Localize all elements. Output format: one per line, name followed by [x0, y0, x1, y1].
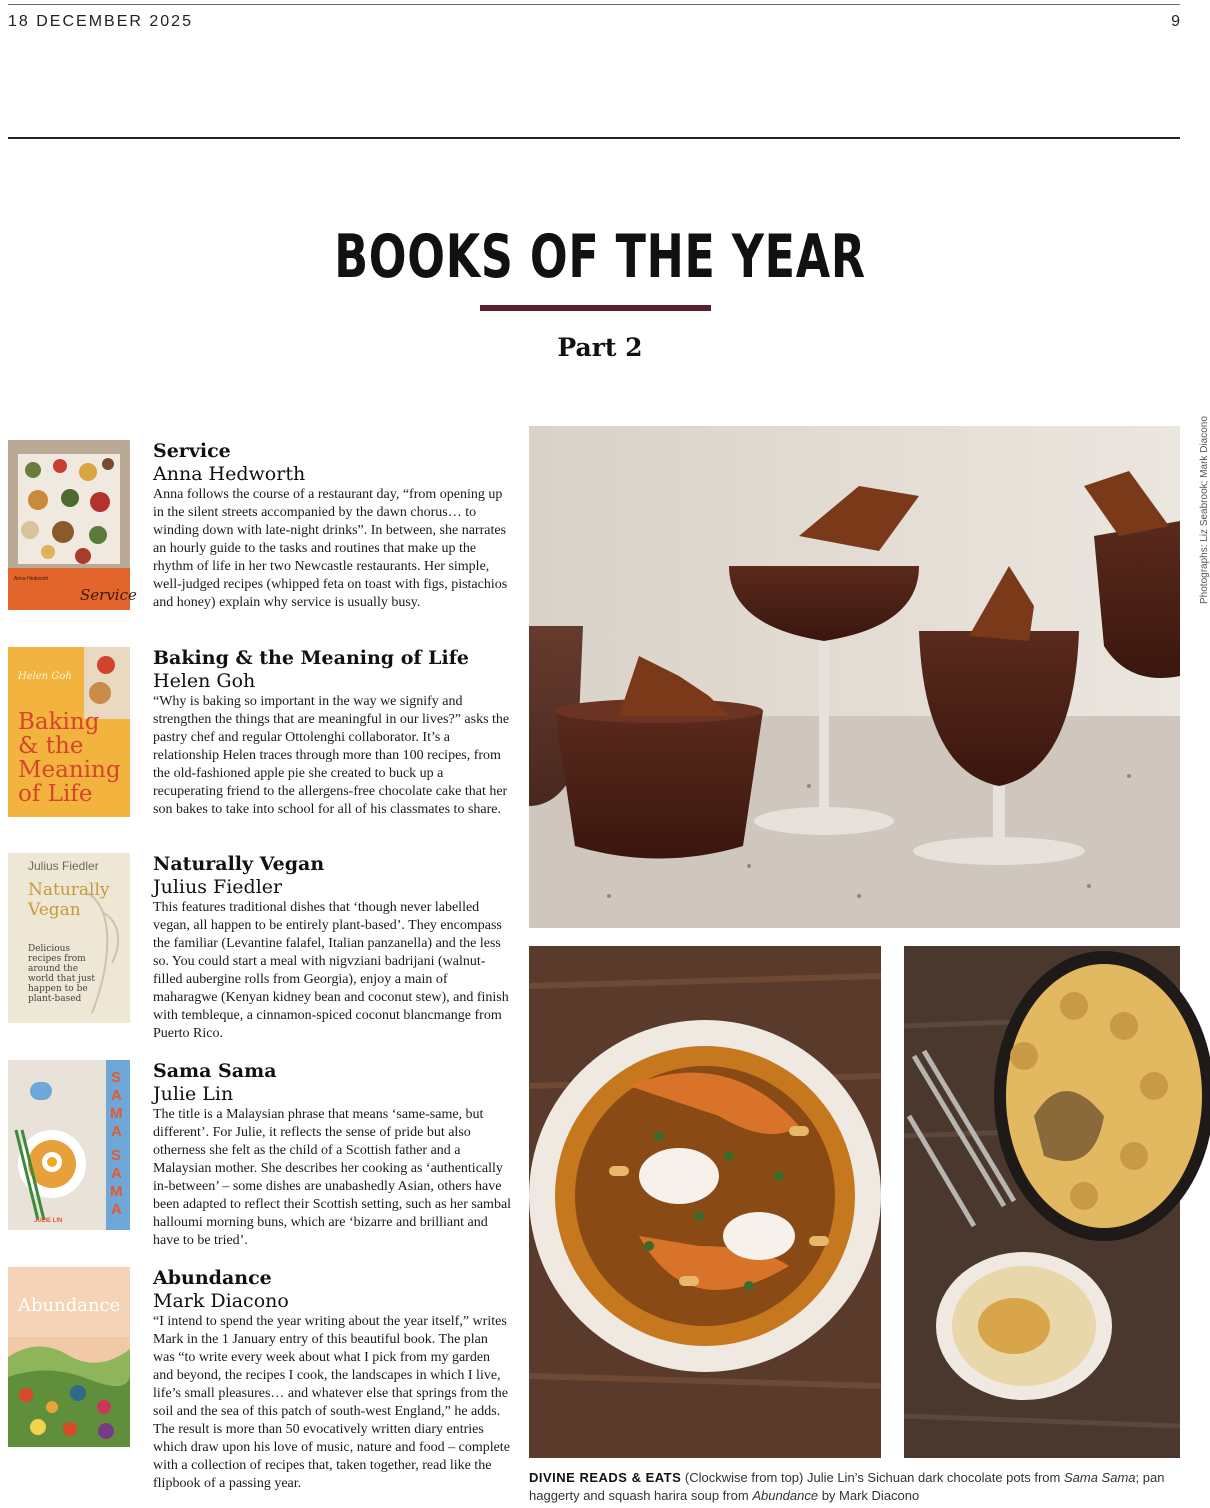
svg-text:around the: around the	[28, 964, 79, 974]
book-cover-service	[8, 440, 137, 610]
book-author: Helen Goh	[153, 670, 256, 692]
svg-text:Helen Goh: Helen Goh	[18, 671, 72, 682]
svg-text:JULIE LIN: JULIE LIN	[34, 1218, 63, 1224]
book-title: Sama Sama	[153, 1060, 277, 1082]
book-cover-naturally-vegan	[8, 853, 130, 1023]
svg-text:& the: & the	[18, 733, 84, 759]
svg-text:S: S	[111, 1147, 122, 1164]
svg-text:happen to be: happen to be	[28, 984, 88, 994]
harira-soup-photo	[529, 946, 881, 1458]
book-text-service	[153, 440, 513, 612]
svg-text:A: A	[111, 1123, 122, 1140]
book-title: Naturally Vegan	[153, 853, 325, 875]
page-subtitle: Part 2	[557, 333, 643, 362]
page-title: BOOKS OF THE YEAR	[334, 222, 866, 292]
book-text-baking	[153, 647, 513, 819]
book-text-abundance	[153, 1267, 513, 1493]
svg-text:Delicious: Delicious	[28, 944, 71, 954]
book-cover-abundance	[8, 1267, 130, 1447]
issue-date: 18 DECEMBER 2025	[8, 13, 193, 30]
pan-haggerty-photo	[904, 946, 1180, 1458]
book-review: This features traditional dishes that ‘though never labelled vegan, all happen to be entirely plant-based’. They encompass the familiar (Levantine falafel, Italian panzanella) and the less so. You could start a meal with nigvziani badrijani (walnut-filled aubergine rolls from Georgia), enjoy a main of maharagwe (Kenyan kidney bean and coconut stew), and finish with tembleque, a cinnamon-spiced coconut blancmange from Puerto Rico.	[153, 900, 509, 1041]
book-author: Julius Fiedler	[153, 876, 283, 898]
svg-text:A: A	[111, 1087, 122, 1104]
book-title: Abundance	[153, 1267, 272, 1289]
svg-text:world that just: world that just	[28, 974, 96, 984]
book-author: Julie Lin	[153, 1083, 234, 1105]
book-cover-sama-sama	[8, 1060, 130, 1230]
svg-text:A: A	[111, 1201, 122, 1218]
cover-title-baking: Baking	[18, 709, 100, 735]
book-title: Baking & the Meaning of Life	[153, 647, 470, 669]
book-review: “I intend to spend the year writing about the year itself,” writes Mark in the 1 January entry of this beautiful book. The plan was “to write every week about what I pick from my garden and beyond, the recipes I cook, the landscapes in which I live, life’s small pleasures… and whatever else that springs from the soil and the sea of this patch of south-west England,” he adds. The result is more than 50 evocatively written diary entries which draw upon his love of music, nature and food – complete with a collection of recipes that, taken together, read like the flipbook of a passing year.	[153, 1314, 510, 1491]
svg-text:recipes from: recipes from	[28, 954, 86, 964]
svg-text:Anna Hedworth: Anna Hedworth	[14, 576, 49, 582]
accent-bar	[480, 305, 711, 311]
caption-lead: DIVINE READS & EATS	[529, 1470, 682, 1485]
photo-caption: DIVINE READS & EATS (Clockwise from top) Julie Lin’s Sichuan dark chocolate pots from Sama Sama; pan haggerty and squash harira soup from Abundance by Mark Diacono	[529, 1470, 1165, 1503]
svg-text:S: S	[111, 1069, 122, 1086]
svg-text:plant-based: plant-based	[28, 994, 82, 1004]
chocolate-pots-photo	[529, 426, 1180, 928]
book-review: The title is a Malaysian phrase that means ‘same-same, but different’. For Julie, it reflects the sense of pride but also otherness she felt as the child of a Scottish father and a Malaysian mother. She describes her cooking as ‘authentically in-between’ – some dishes are unabashedly Asian, others have been adapted to reflect their Scottish setting, such as her sambal halloumi morning buns, which are ‘bizarre and brilliant and have to be tried’.	[153, 1107, 512, 1248]
page-number: 9	[1171, 13, 1180, 30]
svg-text:Meaning: Meaning	[18, 757, 121, 783]
book-text-sama-sama	[153, 1060, 513, 1250]
svg-text:A: A	[111, 1165, 122, 1182]
svg-text:M: M	[110, 1183, 123, 1200]
cover-title-abundance: Abundance	[18, 1295, 121, 1316]
photo-credit: Photographs: Liz Seabrook; Mark Diacono	[1199, 416, 1210, 604]
cover-title-service: Service	[80, 586, 137, 604]
cover-title-naturally-vegan: Naturally	[28, 880, 110, 900]
section-rule	[8, 137, 1180, 139]
svg-text:Vegan: Vegan	[28, 900, 81, 920]
book-cover-baking	[8, 647, 130, 817]
book-text-naturally-vegan	[153, 853, 513, 1043]
book-title: Service	[153, 440, 231, 462]
svg-text:M: M	[110, 1105, 123, 1122]
book-author: Mark Diacono	[153, 1290, 289, 1312]
book-review: Anna follows the course of a restaurant day, “from opening up in the silent streets accompanied by the dawn chorus… to winding down with late-night drinks”. In between, she narrates an hourly guide to the tasks and routines that make up the rhythm of life in her two Newcastle restaurants. Her simple, well-judged recipes (whipped feta on toast with figs, pistachios and honey) explain why service is usually busy.	[153, 487, 508, 610]
top-rule	[8, 4, 1180, 5]
book-author: Anna Hedworth	[153, 463, 306, 485]
svg-text:Julius Fiedler: Julius Fiedler	[28, 859, 99, 873]
svg-text:of Life: of Life	[18, 781, 93, 807]
book-review: “Why is baking so important in the way we signify and strengthen the things that are meaningful in our lives?” asks the pastry chef and regular Ottolenghi collaborator. It’s a relationship Helen traces through more than 100 recipes, from the old-fashioned apple pie she created to buck up a recuperating friend to the allergens-free chocolate cake that her son bakes to take into school for all of his classmates to share.	[153, 694, 510, 817]
